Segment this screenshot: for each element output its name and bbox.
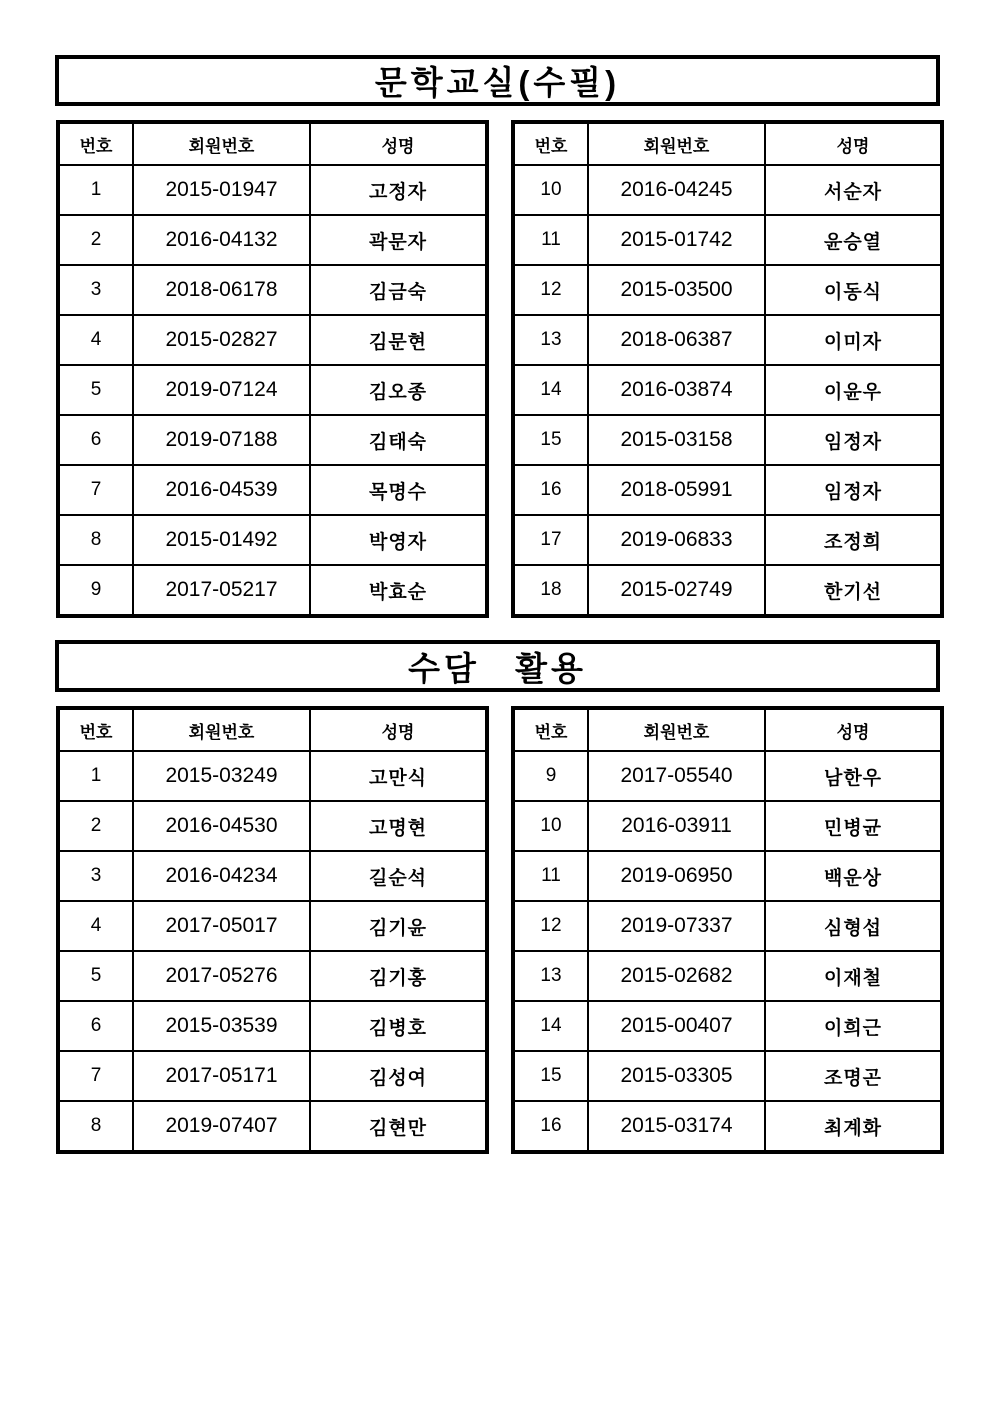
row-number-cell: 13 <box>513 951 588 1001</box>
member-number-cell: 2018-06387 <box>588 315 765 365</box>
member-number-cell: 2019-07124 <box>133 365 310 415</box>
member-number-cell: 2017-05276 <box>133 951 310 1001</box>
name-cell: 조정희 <box>765 515 942 565</box>
member-row <box>513 215 942 265</box>
name-cell: 이동식 <box>765 265 942 315</box>
name-cell: 김성여 <box>310 1051 487 1101</box>
member-row <box>513 801 942 851</box>
name-cell: 최계화 <box>765 1101 942 1152</box>
row-number-cell: 13 <box>513 315 588 365</box>
member-number-cell: 2018-06178 <box>133 265 310 315</box>
row-number-cell: 8 <box>58 515 133 565</box>
name-cell: 고명현 <box>310 801 487 851</box>
member-number-cell: 2016-04539 <box>133 465 310 515</box>
member-row <box>513 1001 942 1051</box>
row-number-cell: 1 <box>58 165 133 215</box>
row-number-cell: 16 <box>513 1101 588 1152</box>
member-number-cell: 2016-04530 <box>133 801 310 851</box>
header-cell-name: 성명 <box>765 708 942 751</box>
row-number-cell: 7 <box>58 1051 133 1101</box>
member-row <box>58 165 487 215</box>
name-cell: 곽문자 <box>310 215 487 265</box>
member-number-cell: 2016-04132 <box>133 215 310 265</box>
row-number-cell: 11 <box>513 851 588 901</box>
member-row <box>513 751 942 801</box>
row-number-cell: 7 <box>58 465 133 515</box>
row-number-cell: 8 <box>58 1101 133 1152</box>
member-number-cell: 2015-03174 <box>588 1101 765 1152</box>
member-number-cell: 2019-06950 <box>588 851 765 901</box>
member-row <box>513 851 942 901</box>
row-number-cell: 3 <box>58 851 133 901</box>
header-cell-member-no: 회원번호 <box>133 708 310 751</box>
name-cell: 김기홍 <box>310 951 487 1001</box>
row-number-cell: 6 <box>58 1001 133 1051</box>
header-cell-no: 번호 <box>513 122 588 165</box>
member-row <box>58 851 487 901</box>
name-cell: 이희근 <box>765 1001 942 1051</box>
name-cell: 김현만 <box>310 1101 487 1152</box>
member-row <box>58 1051 487 1101</box>
table-header-row <box>58 708 487 751</box>
row-number-cell: 17 <box>513 515 588 565</box>
member-number-cell: 2015-01742 <box>588 215 765 265</box>
member-row <box>513 1101 942 1152</box>
member-number-cell: 2015-03158 <box>588 415 765 465</box>
member-row <box>513 415 942 465</box>
header-cell-no: 번호 <box>58 122 133 165</box>
name-cell: 목명수 <box>310 465 487 515</box>
row-number-cell: 3 <box>58 265 133 315</box>
name-cell: 길순석 <box>310 851 487 901</box>
row-number-cell: 18 <box>513 565 588 616</box>
section2-left-table <box>56 706 489 1154</box>
member-number-cell: 2015-01947 <box>133 165 310 215</box>
member-number-cell: 2019-06833 <box>588 515 765 565</box>
name-cell: 김문현 <box>310 315 487 365</box>
member-number-cell: 2017-05017 <box>133 901 310 951</box>
member-number-cell: 2016-03874 <box>588 365 765 415</box>
section1-title-box <box>55 55 940 106</box>
header-cell-member-no: 회원번호 <box>133 122 310 165</box>
member-row <box>513 901 942 951</box>
row-number-cell: 4 <box>58 315 133 365</box>
member-row <box>58 1001 487 1051</box>
name-cell: 남한우 <box>765 751 942 801</box>
member-row <box>58 515 487 565</box>
row-number-cell: 5 <box>58 951 133 1001</box>
member-row <box>513 951 942 1001</box>
row-number-cell: 11 <box>513 215 588 265</box>
row-number-cell: 10 <box>513 801 588 851</box>
member-row <box>513 1051 942 1101</box>
name-cell: 민병균 <box>765 801 942 851</box>
name-cell: 심형섭 <box>765 901 942 951</box>
name-cell: 김병호 <box>310 1001 487 1051</box>
member-number-cell: 2015-02682 <box>588 951 765 1001</box>
name-cell: 백운상 <box>765 851 942 901</box>
member-row <box>513 265 942 315</box>
member-row <box>58 801 487 851</box>
row-number-cell: 15 <box>513 1051 588 1101</box>
name-cell: 임정자 <box>765 465 942 515</box>
section2-title-box <box>55 640 940 692</box>
section1-right-table <box>511 120 944 618</box>
member-row <box>513 365 942 415</box>
member-row <box>513 565 942 616</box>
row-number-cell: 9 <box>513 751 588 801</box>
member-row <box>513 165 942 215</box>
name-cell: 한기선 <box>765 565 942 616</box>
member-row <box>58 565 487 616</box>
member-number-cell: 2015-03249 <box>133 751 310 801</box>
row-number-cell: 10 <box>513 165 588 215</box>
member-row <box>58 1101 487 1152</box>
member-row <box>513 465 942 515</box>
member-row <box>58 265 487 315</box>
table-header-row <box>58 122 487 165</box>
header-cell-member-no: 회원번호 <box>588 122 765 165</box>
member-number-cell: 2019-07407 <box>133 1101 310 1152</box>
header-cell-member-no: 회원번호 <box>588 708 765 751</box>
member-row <box>58 751 487 801</box>
name-cell: 박영자 <box>310 515 487 565</box>
name-cell: 김오종 <box>310 365 487 415</box>
member-number-cell: 2019-07337 <box>588 901 765 951</box>
section1-title: 문학교실(수필) <box>374 64 621 101</box>
member-row <box>58 901 487 951</box>
member-number-cell: 2015-01492 <box>133 515 310 565</box>
member-number-cell: 2015-03539 <box>133 1001 310 1051</box>
row-number-cell: 6 <box>58 415 133 465</box>
name-cell: 김금숙 <box>310 265 487 315</box>
member-row <box>58 315 487 365</box>
section2-title: 수담 활용 <box>408 649 587 687</box>
member-row <box>513 315 942 365</box>
name-cell: 임정자 <box>765 415 942 465</box>
member-number-cell: 2016-04234 <box>133 851 310 901</box>
row-number-cell: 4 <box>58 901 133 951</box>
row-number-cell: 5 <box>58 365 133 415</box>
member-number-cell: 2015-03305 <box>588 1051 765 1101</box>
table-header-row <box>513 708 942 751</box>
member-number-cell: 2018-05991 <box>588 465 765 515</box>
section2-right-table <box>511 706 944 1154</box>
member-row <box>58 465 487 515</box>
row-number-cell: 14 <box>513 1001 588 1051</box>
row-number-cell: 2 <box>58 215 133 265</box>
row-number-cell: 12 <box>513 265 588 315</box>
member-row <box>58 415 487 465</box>
member-number-cell: 2015-03500 <box>588 265 765 315</box>
header-cell-name: 성명 <box>310 122 487 165</box>
member-row <box>58 951 487 1001</box>
name-cell: 김태숙 <box>310 415 487 465</box>
member-row <box>513 515 942 565</box>
row-number-cell: 14 <box>513 365 588 415</box>
row-number-cell: 15 <box>513 415 588 465</box>
header-cell-no: 번호 <box>58 708 133 751</box>
header-cell-name: 성명 <box>765 122 942 165</box>
name-cell: 윤승열 <box>765 215 942 265</box>
name-cell: 김기윤 <box>310 901 487 951</box>
name-cell: 박효순 <box>310 565 487 616</box>
row-number-cell: 2 <box>58 801 133 851</box>
name-cell: 조명곤 <box>765 1051 942 1101</box>
member-number-cell: 2015-02827 <box>133 315 310 365</box>
name-cell: 이윤우 <box>765 365 942 415</box>
name-cell: 고정자 <box>310 165 487 215</box>
header-cell-name: 성명 <box>310 708 487 751</box>
row-number-cell: 16 <box>513 465 588 515</box>
name-cell: 이재철 <box>765 951 942 1001</box>
member-number-cell: 2017-05217 <box>133 565 310 616</box>
member-number-cell: 2016-03911 <box>588 801 765 851</box>
member-number-cell: 2017-05540 <box>588 751 765 801</box>
row-number-cell: 9 <box>58 565 133 616</box>
table-header-row <box>513 122 942 165</box>
name-cell: 고만식 <box>310 751 487 801</box>
header-cell-no: 번호 <box>513 708 588 751</box>
row-number-cell: 1 <box>58 751 133 801</box>
name-cell: 이미자 <box>765 315 942 365</box>
member-row <box>58 365 487 415</box>
name-cell: 서순자 <box>765 165 942 215</box>
member-number-cell: 2015-00407 <box>588 1001 765 1051</box>
member-row <box>58 215 487 265</box>
member-number-cell: 2016-04245 <box>588 165 765 215</box>
row-number-cell: 12 <box>513 901 588 951</box>
member-number-cell: 2019-07188 <box>133 415 310 465</box>
section1-left-table <box>56 120 489 618</box>
member-number-cell: 2015-02749 <box>588 565 765 616</box>
member-number-cell: 2017-05171 <box>133 1051 310 1101</box>
